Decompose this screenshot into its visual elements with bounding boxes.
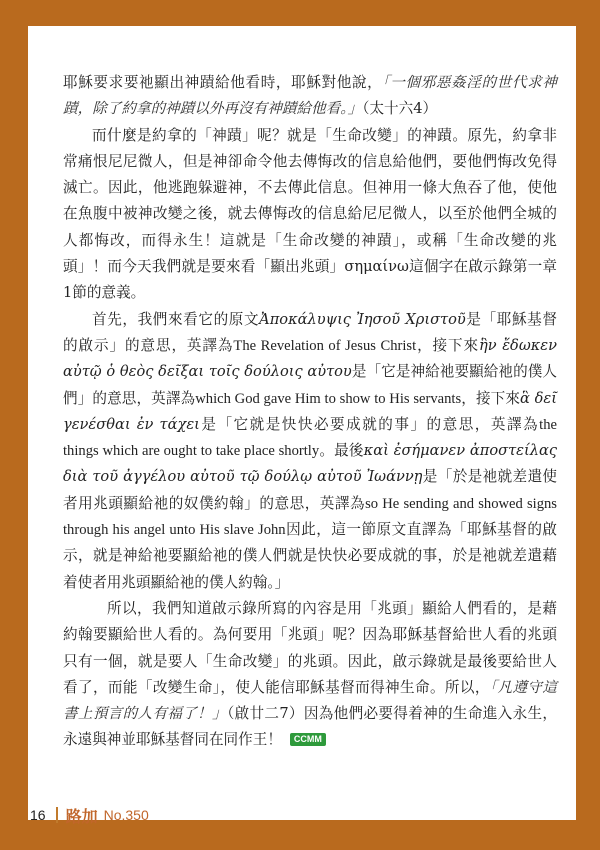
ccmm-badge: CCMM <box>290 733 326 746</box>
english-text: the things which are ought to take place shortly <box>63 416 557 460</box>
issue-number: No.350 <box>103 807 149 823</box>
english-text: so He sending and showed signs through his angel unto His slave John <box>63 495 557 539</box>
greek-text: καὶ ἐσήμανεν ἀποστείλας διὰ τοῦ ἀγγέλου αὐτοῦ τῷ δούλῳ αὐτοῦ Ἰωάννῃ <box>63 442 558 486</box>
verse-reference: （太十六4） <box>362 100 438 118</box>
greek-text: Ἀποκάλυψις Ἰησοῦ Χριστοῦ <box>259 310 466 328</box>
paragraph-4: 所以，我們知道啟示錄所寫的內容是用「兆頭」顯給人們看的，是藉約翰要顯給世人看的。為何要用「兆頭」呢？因為耶穌基督給世人看的兆頭只有一個，就是要人「生命改變」的兆頭。因此，啟示錄就是最後要給世人看了，而能「改變生命」，使人能信耶穌基督而得神生命。所以，「凡遵守這書上預言的人有福了！」（啟廿二7）因為他們必要得着神的生命進入永生，永遠與神並耶穌基督同在同作王！ CCMM <box>63 599 558 749</box>
page-number: 16 <box>30 807 46 823</box>
paragraph-2: 而什麼是約拿的「神蹟」呢？就是「生命改變」的神蹟。原先，約拿非常痛恨尼尼微人，但是神卻命令他去傳悔改的信息給他們，要他們悔改免得滅亡。因此，他逃跑躲避神，不去傳此信息。但神用一條大魚吞了他，使他在魚腹中被神改變之後，就去傳悔改的信息給尼尼微人，以至於他們全城的人都悔改，而得永生！這就是「生命改變的神蹟」，或稱「生命改變的兆頭」！而今天我們就是要來看「顯出兆頭」σημαίνω這個字在啟示錄第一章1節的意義。 <box>63 126 557 302</box>
greek-text: ἣν ἔδωκεν αὐτῷ ὁ θεὸς δεῖξαι τοῖς δούλοις αὐτου <box>63 336 557 381</box>
english-text: The Revelation of Jesus Christ <box>233 337 417 354</box>
bible-quote: 「凡遵守這書上預言的人有福了！」 <box>63 678 558 723</box>
article-body <box>63 70 557 754</box>
paragraph-3: 首先，我們來看它的原文Ἀποκάλυψις Ἰησοῦ Χριστοῦ是「耶穌基督的啟示」的意思，英譯為The Revelation of Jesus Christ，接下來ἣν ἔδωκεν αὐτῷ ὁ θεὸς δεῖξαι τοῖς δούλοις αὐτου是「它是神給祂要顯給祂的僕人們」的意思，英譯為which God gave Him to show to His servants，接下來ἃ δεῖ γενέσθαι ἐν τάχει是「它就是快快必要成就的事」的意思，英譯為the things which are ought to take place shortly。最後καὶ ἐσήμανεν ἀποστείλας διὰ τοῦ ἀγγέλου αὐτοῦ τῷ δούλῳ αὐτοῦ Ἰωάννῃ是「於是祂就差遣使者用兆頭顯給祂的奴僕約翰」的意思，英譯為so He sending and showed signs through his angel unto His slave John因此，這一節原文直譯為「耶穌基督的啟示，就是神給祂要顯給祂的僕人們就是快快必要成就的事，於是祂就差遣藉着使者用兆頭顯給祂的僕人約翰。」 <box>63 310 558 591</box>
english-text: which God gave Him to show to His servants <box>195 390 462 407</box>
page-footer <box>30 804 149 826</box>
bible-quote: 「一個邪惡姦淫的世代求神蹟，除了約拿的神蹟以外再沒有神蹟給他看。」 <box>63 74 557 118</box>
footer-divider <box>56 807 58 823</box>
paragraph-1: 耶穌要求要祂顯出神蹟給他看時，耶穌對他說，「一個邪惡姦淫的世代求神蹟，除了約拿的神蹟以外再沒有神蹟給他看。」（太十六4） <box>63 74 557 118</box>
magazine-logo: 路加 <box>65 806 98 826</box>
greek-text: ἃ δεῖ γενέσθαι ἐν τάχει <box>63 389 557 433</box>
